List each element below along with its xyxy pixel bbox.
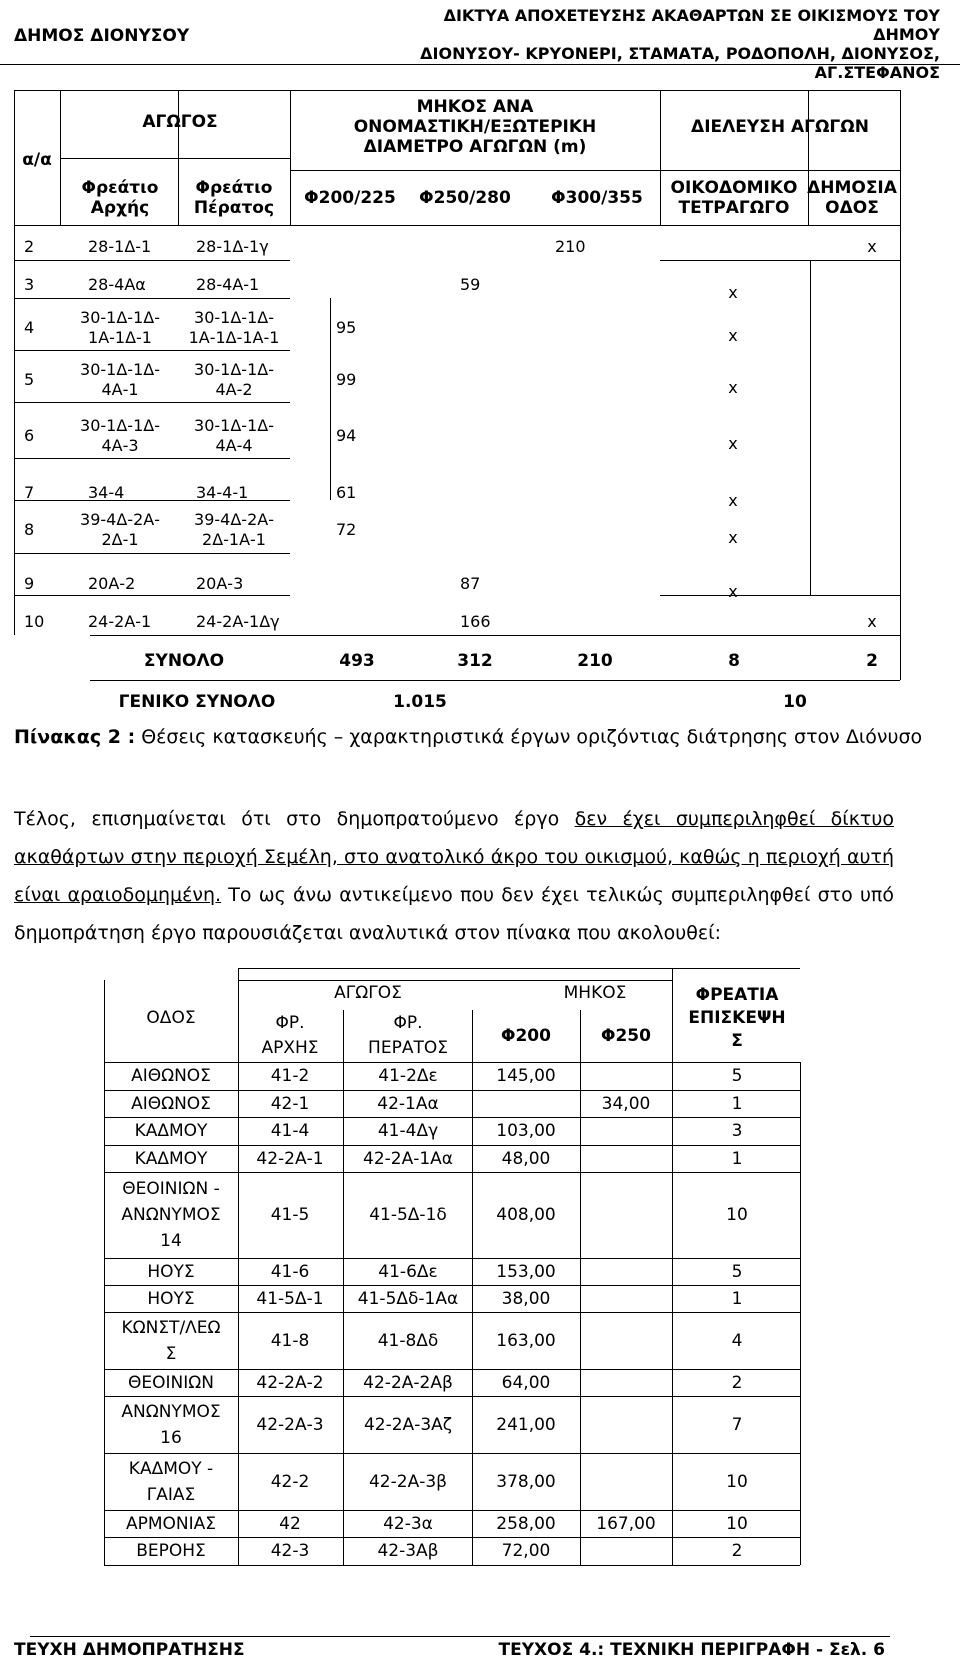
- table-rule: [90, 680, 900, 681]
- table-rule: [14, 90, 900, 91]
- total-public-road: 2: [866, 651, 878, 671]
- block-crossing-mark: x: [728, 434, 738, 453]
- length-f300: 210: [555, 237, 586, 256]
- end-manhole: 30-1Δ-1Δ-: [194, 360, 274, 379]
- paragraph-text: Τέλος, επισημαίνεται ότι στο δημοπρατούμενο έργο: [14, 808, 575, 830]
- table-rule: [104, 1117, 800, 1118]
- table-rule: [14, 402, 290, 403]
- length-f250: 166: [460, 612, 491, 631]
- length-f200: 72,00: [501, 1541, 551, 1561]
- table-rule: [90, 635, 900, 636]
- block-crossing-mark: x: [728, 378, 738, 397]
- header-agogos: ΑΓΩΓΟΣ: [142, 112, 218, 132]
- total-f250: 312: [457, 651, 493, 671]
- road-name: ΗΟΥΣ: [147, 1261, 195, 1282]
- paragraph-line: [14, 876, 894, 914]
- table-rule: [104, 1369, 800, 1370]
- grand-total-value: 1.015: [393, 692, 447, 712]
- start-manhole: 41-8: [270, 1330, 310, 1351]
- end-manhole: 28-4Α-1: [196, 275, 260, 294]
- end-manhole: 30-1Δ-1Δ-: [194, 308, 274, 327]
- start-manhole: 39-4Δ-2Α-: [80, 510, 160, 529]
- road-name: 16: [160, 1427, 182, 1448]
- end-manhole: 42-2Α-2Αβ: [363, 1372, 453, 1393]
- header-right-line: ΔΙΚΤΥΑ ΑΠΟΧΕΤΕΥΣΗΣ ΑΚΑΘΑΡΤΩΝ ΣΕ ΟΙΚΙΣΜΟΥΣ ΤΟΥ ΔΗΜΟΥ: [443, 6, 940, 44]
- manhole-count: 2: [731, 1541, 743, 1561]
- start-manhole: 28-4Αα: [88, 275, 146, 294]
- table-rule: [104, 1285, 800, 1286]
- start-manhole: 42-1: [270, 1093, 310, 1114]
- row-number: 4: [24, 318, 35, 337]
- footer-divider: [30, 1636, 890, 1637]
- row-number: 2: [24, 237, 35, 256]
- table-rule: [14, 260, 290, 261]
- header-length: ΜΗΚΟΣ: [563, 983, 627, 1003]
- length-f200: 61: [336, 483, 357, 502]
- table-rule: [104, 1172, 800, 1173]
- road-name: ΚΑΔΜΟΥ -: [128, 1458, 214, 1479]
- length-f200: 48,00: [501, 1148, 551, 1169]
- length-f200: 241,00: [496, 1414, 556, 1435]
- end-manhole: 42-2Α-1Αα: [363, 1148, 453, 1169]
- length-f250: 167,00: [596, 1513, 656, 1534]
- start-manhole: 41-2: [270, 1066, 310, 1086]
- end-manhole: 39-4Δ-2Α-: [194, 510, 274, 529]
- table-rule: [472, 1062, 473, 1565]
- table-rule: [238, 1062, 239, 1565]
- start-manhole: 30-1Δ-1Δ-: [80, 360, 160, 379]
- end-manhole: 28-1Δ-1γ: [196, 237, 269, 256]
- table-rule: [14, 595, 290, 596]
- header-length: ΔΙΑΜΕΤΡΟ ΑΓΩΓΩΝ (m): [363, 137, 587, 157]
- table-rule: [14, 458, 290, 459]
- end-manhole: 42-3Αβ: [377, 1541, 439, 1561]
- table-rule: [14, 90, 15, 225]
- start-manhole: 34-4: [88, 483, 125, 502]
- start-manhole: 42-2Α-1: [256, 1148, 324, 1169]
- length-f200: 145,00: [496, 1066, 556, 1086]
- header-pipe: ΑΓΩΓΟΣ: [334, 983, 402, 1003]
- manhole-count: 10: [726, 1513, 748, 1534]
- table-rule: [14, 553, 290, 554]
- manhole-count: 1: [731, 1148, 743, 1169]
- start-manhole: 41-5: [270, 1205, 310, 1225]
- manhole-count: 3: [731, 1121, 743, 1141]
- end-manhole: 20Α-3: [196, 574, 244, 593]
- start-manhole: 2Δ-1: [101, 530, 139, 549]
- start-manhole: 42-2: [270, 1471, 310, 1492]
- header-end: ΦΡ.: [393, 1013, 423, 1033]
- public-road-mark: x: [867, 612, 877, 631]
- table-rule: [104, 1453, 800, 1454]
- table-rule: [14, 225, 900, 226]
- table-rule: [104, 1145, 800, 1146]
- road-name: ΑΝΩΝΥΜΟΣ: [121, 1205, 221, 1225]
- end-manhole: 30-1Δ-1Δ-: [194, 416, 274, 435]
- caption-label: Πίνακας 2 :: [14, 726, 136, 748]
- row-number: 9: [24, 574, 35, 593]
- length-f200: 258,00: [496, 1513, 556, 1534]
- table-rule: [238, 968, 800, 969]
- manhole-count: 7: [731, 1414, 743, 1435]
- table-rule: [14, 350, 290, 351]
- header-inspection-manholes: Σ: [731, 1031, 743, 1051]
- header-block: ΤΕΤΡΑΓΩΓΟ: [678, 198, 790, 218]
- row-number: 10: [24, 612, 45, 631]
- table-rule: [660, 90, 661, 225]
- paragraph-text: δημοπράτηση έργο παρουσιάζεται αναλυτικά στον πίνακα που ακολουθεί:: [14, 922, 722, 944]
- manhole-count: 10: [726, 1471, 748, 1492]
- end-manhole: 41-5Δδ-1Αα: [357, 1288, 459, 1309]
- header-f250: Φ250/280: [419, 188, 511, 208]
- end-manhole: 42-1Αα: [377, 1093, 439, 1114]
- length-f200: 103,00: [496, 1121, 556, 1141]
- length-f200: 94: [336, 426, 357, 445]
- start-manhole: 4Α-1: [101, 380, 139, 399]
- header-inspection-manholes: ΦΡΕΑΤΙΑ: [695, 985, 779, 1005]
- table-rule: [104, 1510, 800, 1511]
- grand-total-count: 10: [783, 692, 807, 712]
- road-name: ΑΙΘΩΝΟΣ: [131, 1093, 211, 1114]
- block-crossing-mark: x: [728, 491, 738, 510]
- paragraph-underlined-text: είναι αραιοδομημένη.: [14, 884, 222, 906]
- header-inspection-manholes: ΕΠΙΣΚΕΨΗ: [688, 1008, 786, 1028]
- start-manhole: 24-2Α-1: [88, 612, 152, 631]
- header-right-line: ΔΙΟΝΥΣΟΥ- ΚΡΥΟΝΕΡΙ, ΣΤΑΜΑΤΑ, ΡΟΔΟΠΟΛΗ, ΔΙΟΝΥΣΟΣ,: [420, 44, 940, 63]
- road-name: ΑΡΜΟΝΙΑΣ: [125, 1513, 217, 1534]
- road-name: ΘΕΟΙΝΙΩΝ: [128, 1372, 214, 1393]
- caption-text: Θέσεις κατασκευής – χαρακτηριστικά έργων οριζόντιας διάτρησης στον Διόνυσο: [135, 726, 923, 748]
- header-road: ΟΔΟΣ: [146, 1008, 196, 1028]
- header-aa: α/α: [22, 150, 52, 170]
- header-length: ΜΗΚΟΣ ΑΝΑ: [416, 97, 534, 117]
- road-name: ΑΝΩΝΥΜΟΣ: [121, 1401, 221, 1422]
- start-manhole: 41-5Δ-1: [256, 1288, 324, 1309]
- paragraph-text: Το ως άνω αντικείμενο που δεν έχει τελικώς συμπεριληφθεί στο υπό: [221, 884, 894, 906]
- row-number: 5: [24, 370, 35, 389]
- road-name: Σ: [165, 1343, 177, 1364]
- block-crossing-mark: x: [728, 528, 738, 547]
- table-rule: [104, 1537, 800, 1538]
- document-header-right: [380, 6, 940, 82]
- total-block: 8: [728, 651, 740, 671]
- road-name: ΑΙΘΩΝΟΣ: [131, 1066, 211, 1086]
- header-f300: Φ300/355: [551, 188, 643, 208]
- length-f200: 153,00: [496, 1261, 556, 1282]
- road-name: ΗΟΥΣ: [147, 1288, 195, 1309]
- manhole-count: 2: [731, 1372, 743, 1393]
- table-rule: [60, 158, 290, 159]
- end-manhole: 4Α-4: [215, 436, 253, 455]
- total-f300: 210: [577, 651, 613, 671]
- road-name: ΘΕΟΙΝΙΩΝ -: [122, 1179, 220, 1199]
- end-manhole: 24-2Α-1Δγ: [196, 612, 280, 631]
- header-public-road: ΟΔΟΣ: [825, 198, 879, 218]
- header-public-road: ΔΗΜΟΣΙΑ: [807, 178, 897, 198]
- table-rule: [330, 298, 331, 500]
- table-rule: [580, 1062, 581, 1565]
- public-road-mark: x: [867, 237, 877, 256]
- table-rule: [660, 260, 900, 261]
- table-rule: [660, 595, 900, 596]
- start-manhole: 20Α-2: [88, 574, 136, 593]
- table-rule: [104, 1090, 800, 1091]
- length-f200: 38,00: [501, 1288, 551, 1309]
- header-start: ΦΡ.: [275, 1013, 305, 1033]
- header-end-manhole: Πέρατος: [193, 198, 275, 218]
- table-rule: [800, 1062, 801, 1565]
- manhole-count: 1: [731, 1288, 743, 1309]
- table-rule: [14, 298, 290, 299]
- table-rule: [104, 1565, 800, 1566]
- row-number: 7: [24, 483, 35, 502]
- header-end: ΠΕΡΑΤΟΣ: [368, 1038, 448, 1058]
- document-header-left: ΔΗΜΟΣ ΔΙΟΝΥΣΟΥ: [14, 26, 190, 46]
- row-number: 3: [24, 275, 35, 294]
- block-crossing-mark: x: [728, 582, 738, 601]
- start-manhole: 30-1Δ-1Δ-: [80, 308, 160, 327]
- total-f200: 493: [339, 651, 375, 671]
- length-f200: 72: [336, 520, 357, 539]
- paragraph-line: [14, 914, 894, 952]
- table-rule: [900, 90, 901, 225]
- table-rule: [14, 225, 15, 635]
- start-manhole: 42: [279, 1513, 301, 1534]
- table-rule: [900, 225, 901, 680]
- table-rule: [104, 1396, 800, 1397]
- start-manhole: 42-2Α-3: [256, 1414, 324, 1435]
- length-f200: 408,00: [496, 1205, 556, 1225]
- end-manhole: 4Α-2: [215, 380, 253, 399]
- start-manhole: 1Α-1Δ-1: [88, 328, 152, 347]
- manhole-count: 10: [726, 1205, 748, 1225]
- manhole-count: 5: [731, 1066, 743, 1086]
- road-name: ΚΑΔΜΟΥ: [134, 1148, 208, 1169]
- footer-left: ΤΕΥΧΗ ΔΗΜΟΠΡΑΤΗΣΗΣ: [14, 1640, 245, 1660]
- start-manhole: 4Α-3: [101, 436, 139, 455]
- body-paragraph: [14, 800, 894, 952]
- table-rule: [808, 90, 809, 225]
- header-divider: [0, 64, 960, 65]
- table-rule: [238, 980, 672, 981]
- length-f200: 95: [336, 318, 357, 337]
- end-manhole: 42-3α: [383, 1513, 433, 1534]
- table-rule: [104, 1258, 800, 1259]
- header-start: ΑΡΧΗΣ: [261, 1038, 319, 1058]
- length-f200: 99: [336, 370, 357, 389]
- end-manhole: 41-2Δε: [378, 1066, 438, 1086]
- header-start-manhole: Αρχής: [90, 198, 150, 218]
- end-manhole: 42-2Α-3Αζ: [363, 1414, 453, 1435]
- header-length: ΟΝΟΜΑΣΤΙΚΗ/ΕΞΩΤΕΡΙΚΗ: [353, 117, 597, 137]
- table-rule: [810, 260, 811, 595]
- manhole-count: 4: [731, 1330, 743, 1351]
- road-name: ΚΑΔΜΟΥ: [134, 1121, 208, 1141]
- header-right-line: ΑΓ.ΣΤΕΦΑΝΟΣ: [814, 63, 940, 82]
- end-manhole: 41-6Δε: [378, 1261, 438, 1282]
- end-manhole: 41-5Δ-1δ: [369, 1205, 447, 1225]
- grand-total-label: ΓΕΝΙΚΟ ΣΥΝΟΛΟ: [118, 692, 276, 712]
- start-manhole: 42-2Α-2: [256, 1372, 324, 1393]
- road-name: ΚΩΝΣΤ/ΛΕΩ: [121, 1317, 221, 1338]
- end-manhole: 1Α-1Δ-1Α-1: [188, 328, 280, 347]
- paragraph-line: [14, 838, 894, 876]
- paragraph-underlined-text: ακαθάρτων στην περιοχή Σεμέλη, στο ανατολικό άκρο του οικισμού, καθώς η περιοχή αυτή: [14, 846, 894, 868]
- end-manhole: 42-2Α-3β: [368, 1471, 448, 1492]
- manhole-count: 5: [731, 1261, 743, 1282]
- start-manhole: 41-4: [270, 1121, 310, 1141]
- header-end-manhole: Φρεάτιο: [195, 178, 273, 198]
- block-crossing-mark: x: [728, 283, 738, 302]
- length-f250: 34,00: [601, 1093, 651, 1114]
- table-rule: [290, 170, 660, 171]
- table-rule: [672, 1062, 673, 1565]
- road-name: ΓΑΙΑΣ: [146, 1484, 196, 1505]
- paragraph-underlined-text: δεν έχει συμπεριληφθεί δίκτυο: [574, 808, 894, 830]
- length-f200: 378,00: [496, 1471, 556, 1492]
- header-f200: Φ200: [501, 1026, 551, 1046]
- header-start-manhole: Φρεάτιο: [81, 178, 159, 198]
- table-caption: [14, 726, 922, 748]
- footer-right: ΤΕΥΧΟΣ 4.: ΤΕΧΝΙΚΗ ΠΕΡΙΓΡΑΦΗ - Σελ. 6: [498, 1640, 885, 1660]
- end-manhole: 2Δ-1Α-1: [202, 530, 266, 549]
- table-rule: [343, 1062, 344, 1565]
- table-rule: [104, 1312, 800, 1313]
- table-rule: [290, 90, 291, 225]
- road-name: ΒΕΡΟΗΣ: [136, 1541, 206, 1561]
- header-crossing: ΔΙΕΛΕΥΣΗ ΑΓΩΓΩΝ: [691, 117, 869, 137]
- total-label: ΣΥΝΟΛΟ: [143, 651, 225, 671]
- block-crossing-mark: x: [728, 326, 738, 345]
- end-manhole: 34-4-1: [196, 483, 249, 502]
- header-block: ΟΙΚΟΔΟΜΙΚΟ: [670, 178, 798, 198]
- end-manhole: 41-4Δγ: [377, 1121, 439, 1141]
- end-manhole: 41-8Δδ: [377, 1330, 439, 1351]
- road-name: 14: [160, 1231, 182, 1251]
- start-manhole: 30-1Δ-1Δ-: [80, 416, 160, 435]
- table-rule: [660, 170, 900, 171]
- length-f250: 87: [460, 574, 481, 593]
- header-f250: Φ250: [601, 1026, 651, 1046]
- row-number: 8: [24, 520, 35, 539]
- length-f250: 59: [460, 275, 481, 294]
- header-f200: Φ200/225: [304, 188, 396, 208]
- start-manhole: 41-6: [270, 1261, 310, 1282]
- table-rule: [14, 500, 290, 501]
- table-rule: [104, 1062, 105, 1565]
- start-manhole: 28-1Δ-1: [88, 237, 152, 256]
- row-number: 6: [24, 426, 35, 445]
- table-rule: [104, 1062, 800, 1063]
- length-f200: 163,00: [496, 1330, 556, 1351]
- manhole-count: 1: [731, 1093, 743, 1114]
- length-f200: 64,00: [501, 1372, 551, 1393]
- paragraph-line: [14, 800, 894, 838]
- start-manhole: 42-3: [270, 1541, 310, 1561]
